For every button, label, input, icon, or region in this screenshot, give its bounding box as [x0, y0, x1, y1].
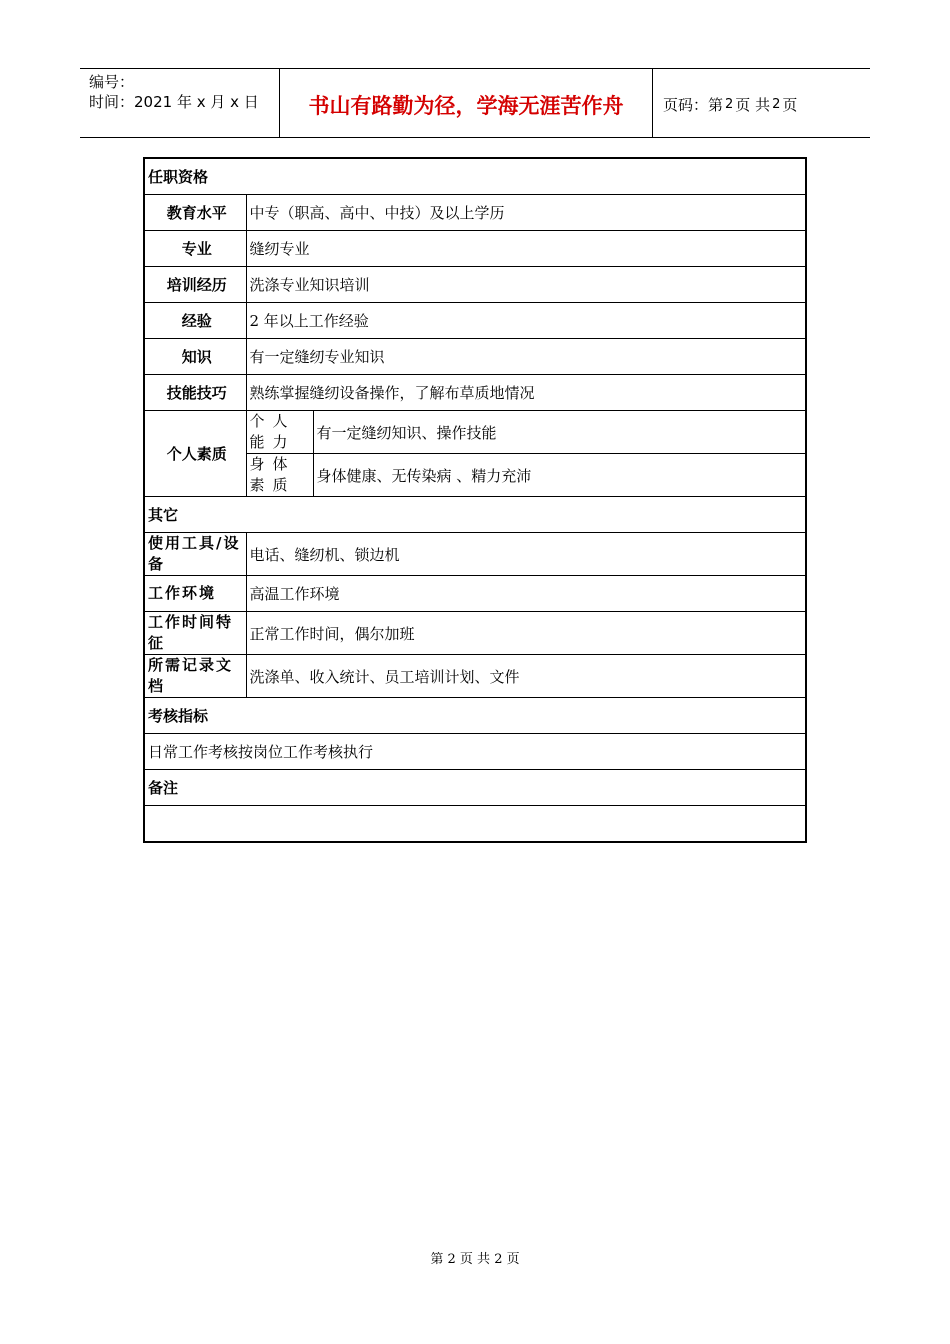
- table-row: [144, 195, 806, 231]
- row-value: 2 年以上工作经验: [246, 303, 806, 339]
- section-assessment: [144, 698, 806, 734]
- document-number: 编号：: [89, 73, 135, 91]
- page-suffix: 页: [782, 95, 798, 114]
- row-label: 技能技巧: [144, 375, 246, 411]
- section-qualifications: [144, 158, 806, 195]
- row-label: 培训经历: [144, 267, 246, 303]
- row-value: 身体健康、无传染病 、精力充沛: [313, 454, 806, 497]
- table-row: [144, 303, 806, 339]
- table-row: [144, 339, 806, 375]
- table-row: [144, 734, 806, 770]
- section-title: 考核指标: [144, 698, 806, 734]
- row-value: 正常工作时间，偶尔加班: [246, 612, 806, 655]
- section-other: [144, 497, 806, 533]
- header-motto: 书山有路勤为径，学海无涯苦作舟: [280, 69, 653, 137]
- table-row: [144, 612, 806, 655]
- row-value: 有一定缝纫知识、操作技能: [313, 411, 806, 454]
- row-label: 工作环境: [144, 576, 246, 612]
- header-meta: [80, 69, 280, 137]
- row-value: 中专（职高、高中、中技）及以上学历: [246, 195, 806, 231]
- row-label: 教育水平: [144, 195, 246, 231]
- row-label: 所需记录文档: [144, 655, 246, 698]
- table-row: [144, 806, 806, 843]
- row-label: 个人素质: [144, 411, 246, 497]
- row-value: 熟练掌握缝纫设备操作，了解布草质地情况: [246, 375, 806, 411]
- table-row: [144, 267, 806, 303]
- row-label: 经验: [144, 303, 246, 339]
- row-value: 洗涤单、收入统计、员工培训计划、文件: [246, 655, 806, 698]
- table-row: [144, 231, 806, 267]
- row-label: 使用工具/设备: [144, 533, 246, 576]
- row-value: 洗涤专业知识培训: [246, 267, 806, 303]
- header-page-number: [653, 69, 870, 137]
- table-row: [144, 655, 806, 698]
- remarks-text: [144, 806, 806, 843]
- section-title: 备注: [144, 770, 806, 806]
- row-label: 工作时间特征: [144, 612, 246, 655]
- sub-label: 个人能力: [246, 411, 313, 454]
- table-row: [144, 411, 806, 454]
- sub-label: 身体素质: [246, 454, 313, 497]
- page-prefix: 页码：第: [663, 95, 724, 114]
- row-label: 知识: [144, 339, 246, 375]
- row-value: 电话、缝纫机、锁边机: [246, 533, 806, 576]
- page-mid: 页 共: [735, 95, 771, 114]
- section-remarks: [144, 770, 806, 806]
- row-value: 高温工作环境: [246, 576, 806, 612]
- section-title: 其它: [144, 497, 806, 533]
- job-description-table: [143, 157, 807, 843]
- document-time: 时间：2021 年 x 月 x 日: [89, 93, 259, 111]
- row-value: 缝纫专业: [246, 231, 806, 267]
- page-footer: 第 2 页 共 2 页: [430, 1252, 520, 1267]
- table-row: [144, 576, 806, 612]
- page-current: 2: [725, 96, 734, 112]
- page-total: 2: [772, 96, 781, 112]
- row-label: 专业: [144, 231, 246, 267]
- table-row: [144, 375, 806, 411]
- section-title: 任职资格: [144, 158, 806, 195]
- row-value: 有一定缝纫专业知识: [246, 339, 806, 375]
- assessment-text: 日常工作考核按岗位工作考核执行: [144, 734, 806, 770]
- table-row: [144, 533, 806, 576]
- page-header: [80, 68, 870, 138]
